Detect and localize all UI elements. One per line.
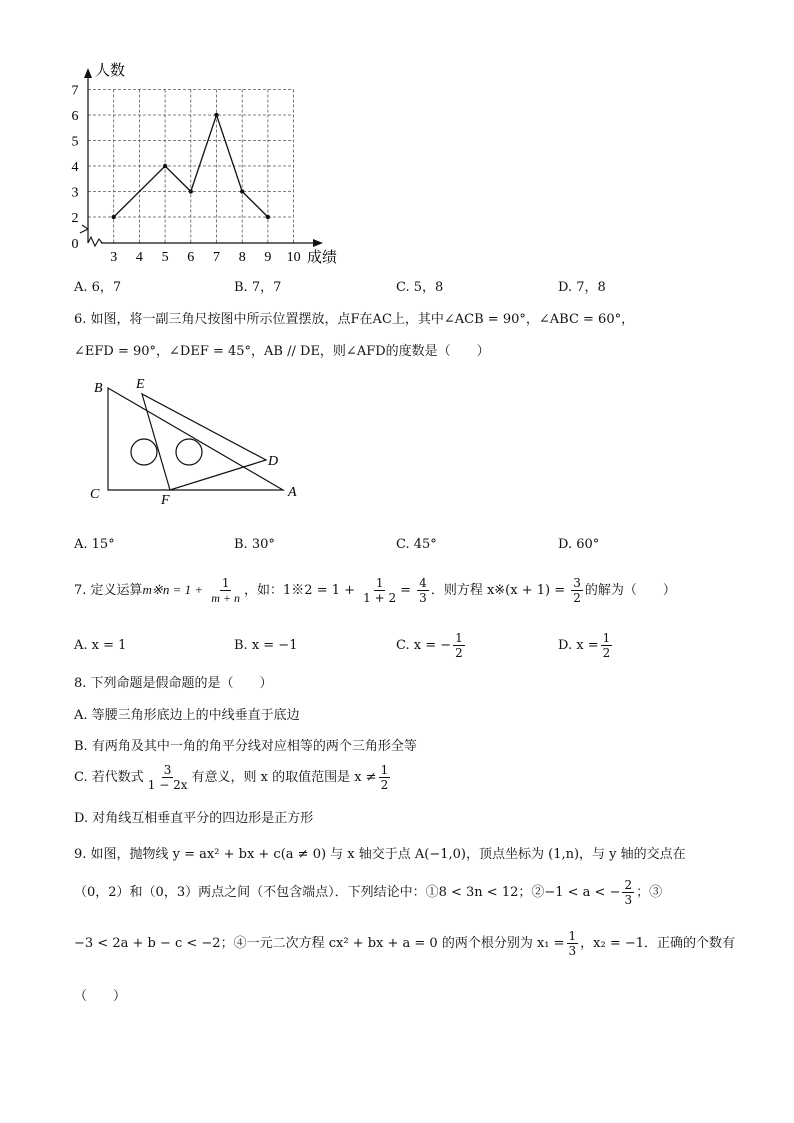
q6-option-a[interactable]: A. 15°	[74, 537, 115, 552]
q8-option-b[interactable]: B. 有两角及其中一角的角平分线对应相等的两个三角形全等	[74, 739, 417, 754]
q5-option-c[interactable]: C. 5，8	[396, 280, 444, 295]
chart-grid	[88, 90, 294, 244]
q8-stem: 8. 下列命题是假命题的是（ ）	[74, 676, 273, 691]
x-axis-label: 成绩	[307, 248, 338, 266]
q9-stem-line1: 9. 如图，抛物线 y = ax² + bx + c(a ≠ 0) 与 x 轴交于点 A(−1,0)，顶点坐标为 (1,n)，与 y 轴的交点在	[74, 847, 686, 862]
q7-example-result: $\frac{4}{3}$	[419, 576, 427, 605]
q8-option-c[interactable]: C. 若代数式 $\frac{3}{1 - 2x}$ 有意义，则 x 的取值范围是 x ≠ $\frac{1}{2}$	[74, 763, 389, 792]
q7-option-a[interactable]: A. x = 1	[74, 638, 127, 653]
q9-answer-blank: （ ）	[74, 989, 127, 1004]
q6-option-b[interactable]: B. 30°	[234, 537, 275, 552]
x-tick-label: 6	[187, 250, 195, 265]
q7-def-fraction: $\frac{1}{m + n}$	[211, 576, 241, 605]
ruler-hole-right	[176, 439, 202, 465]
q7-option-d[interactable]: D. x = $\frac{1}{2}$	[558, 631, 611, 660]
q5-option-d[interactable]: D. 7，8	[558, 280, 606, 295]
label-b: B	[94, 381, 103, 396]
y-tick-label: 0	[71, 237, 79, 252]
chart-axes	[80, 68, 323, 247]
q9-stem-line3: −3 < 2a + b − c < −2；④一元二次方程 cx² + bx + a = 0 的两个根分别为 x₁ = $\frac{1}{3}$ ，x₂ = −1．正确的个数有	[74, 929, 736, 958]
x-tick-label: 5	[161, 250, 169, 265]
x-axis-arrow	[313, 239, 323, 247]
label-f: F	[161, 493, 170, 508]
x-tick-label: 9	[264, 250, 272, 265]
q6-option-c[interactable]: C. 45°	[396, 537, 437, 552]
y-axis-label: 人数	[95, 61, 126, 79]
label-e: E	[136, 377, 145, 392]
q7-example-fraction: $\frac{1}{1 + 2}$	[363, 576, 397, 605]
y-tick-label: 7	[71, 83, 79, 99]
q6-stem-line2: ∠EFD = 90°，∠DEF = 45°，AB // DE，则∠AFD的度数是（ ）	[74, 344, 490, 359]
q7-equation-fraction: $\frac{3}{2}$	[573, 576, 581, 605]
data-point	[266, 215, 270, 219]
triangle-efd	[142, 394, 266, 490]
y-axis-break-symbol	[80, 225, 88, 233]
x-tick-label: 7	[213, 250, 220, 265]
data-point	[214, 113, 218, 117]
q7-option-b[interactable]: B. x = −1	[234, 638, 298, 653]
q5-option-b[interactable]: B. 7，7	[234, 280, 282, 295]
q9-stem-line2: （0，2）和（0，3）两点之间（不包含端点）．下列结论中：①8 < 3n < 12；②−1 < a < − $\frac{2}{3}$ ；③	[74, 878, 663, 907]
q5-option-a[interactable]: A. 6，7	[74, 280, 122, 295]
frequency-line-chart	[55, 50, 355, 275]
x-tick-label: 3	[110, 250, 118, 265]
y-tick-label: 5	[71, 134, 79, 150]
y-tick-label: 2	[71, 211, 79, 226]
q6-stem-line1: 6. 如图，将一副三角尺按图中所示位置摆放，点F在AC上，其中∠ACB = 90°，∠ABC = 60°，	[74, 312, 635, 327]
data-point	[163, 164, 167, 168]
q7-stem: 7. 定义运算m※n = 1 + $\frac{1}{m + n}$ ，如：1※2 = 1 + $\frac{1}{1 + 2}$ = $\frac{4}{3}$ ．则方程 x※(x + 1) = $\frac{3}{2}$ 的解为（ ）	[74, 576, 676, 605]
label-c: C	[90, 487, 100, 502]
y-axis-arrow	[84, 68, 92, 78]
y-tick-label: 3	[71, 185, 79, 201]
q8-option-d[interactable]: D. 对角线互相垂直平分的四边形是正方形	[74, 811, 314, 826]
x-tick-label: 10	[286, 250, 301, 265]
label-d: D	[268, 454, 279, 469]
axis-break-symbol	[88, 237, 102, 246]
data-point	[240, 189, 244, 193]
data-point	[112, 215, 116, 219]
q6-option-d[interactable]: D. 60°	[558, 537, 600, 552]
x-tick-label: 4	[135, 250, 143, 265]
ruler-hole-left	[131, 439, 157, 465]
label-a: A	[288, 485, 297, 500]
chart-ticks	[72, 84, 301, 266]
y-tick-label: 6	[71, 109, 79, 124]
triangle-ruler-figure	[88, 372, 318, 512]
triangle-abc	[108, 388, 283, 490]
y-tick-label: 4	[71, 160, 79, 175]
x-tick-label: 8	[238, 250, 246, 265]
q8-option-a[interactable]: A. 等腰三角形底边上的中线垂直于底边	[74, 708, 300, 723]
q7-option-c[interactable]: C. x = − $\frac{1}{2}$	[396, 631, 463, 660]
data-point	[189, 189, 193, 193]
